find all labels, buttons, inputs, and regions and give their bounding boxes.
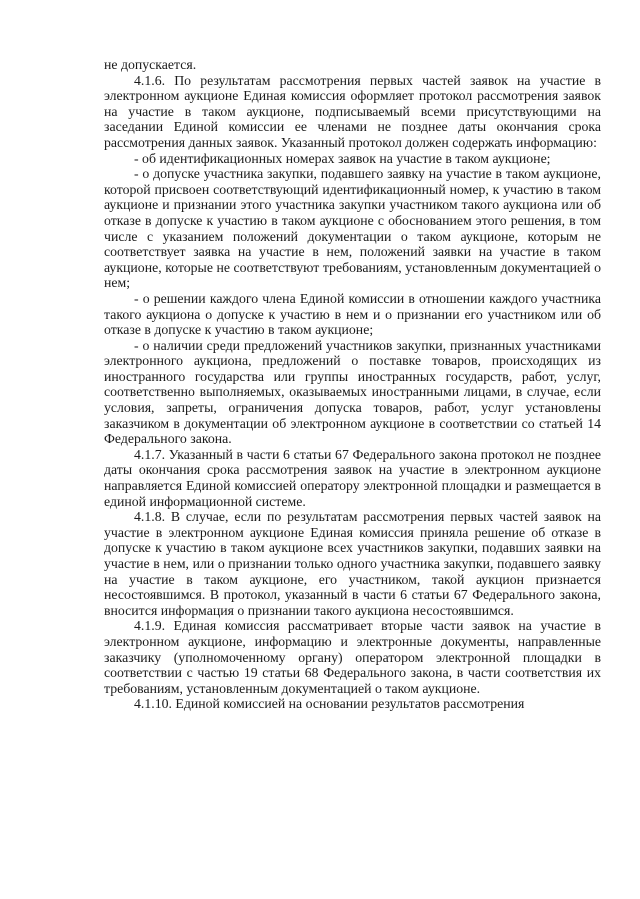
paragraph-4-1-10: 4.1.10. Единой комиссией на основании результатов рассмотрения [134,696,525,712]
paragraph-4-1-8: 4.1.8. В случае, если по результатам рассмотрения первых частей заявок на участие в электронном аукционе Единая комиссия приняла решение об отказе в допуске к участию в таком аукционе всех участников закупки, подавших заявки на участие в нем, или о признании только одного участника закупки, подавшего заявку на участие в таком аукционе, его участником, такой аукцион признается несостоявшимся. В протокол, указанный в части 6 статьи 67 Федерального закона, вносится информация о признании такого аукциона несостоявшимся. [104,509,601,618]
document-body [104,57,601,712]
paragraph-4-1-7: 4.1.7. Указанный в части 6 статьи 67 Федерального закона протокол не позднее даты окончания срока рассмотрения заявок на участие в электронном аукционе направляется Единой комиссией оператору электронной площадки и размещается в единой информационной системе. [104,446,601,509]
list-item-member-decision: - о решении каждого члена Единой комиссии в отношении каждого участника такого аукциона о допуске к участию в нем и о признании его участником или об отказе в допуске к участию в таком аукционе; [104,290,601,338]
paragraph-4-1-9: 4.1.9. Единая комиссия рассматривает вторые части заявок на участие в электронном аукционе, информацию и электронные документы, направленные заказчику (уполномоченному органу) оператором электронной площадки в соответствии с частью 19 статьи 68 Федерального закона, в части соответствия их требованиям, установленным документацией о таком аукционе. [104,618,601,696]
list-item-identification-numbers: - об идентификационных номерах заявок на участие в таком аукционе; [134,150,551,166]
list-item-foreign-goods: - о наличии среди предложений участников закупки, признанных участниками электронного аукциона, предложений о поставке товаров, происходящих из иностранного государства или группы иностранных государств, работ, услуг, соответственно выполняемых, оказываемых иностранными лицами, в случае, если условия, запреты, ограничения допуска товаров, работ, услуг установлены заказчиком в документации об электронном аукционе в соответствии со статьей 14 Федерального закона. [104,337,601,447]
paragraph-4-1-6: 4.1.6. По результатам рассмотрения первых частей заявок на участие в электронном аукционе Единая комиссия оформляет протокол рассмотрения заявок на участие в таком аукционе, подписываемый всеми присутствующими на заседании Единой комиссии ее членами не позднее даты окончания срока рассмотрения данных заявок. Указанный протокол должен содержать информацию: [104,72,601,150]
list-item-admission: - о допуске участника закупки, подавшего заявку на участие в таком аукционе, которой присвоен соответствующий идентификационный номер, к участию в таком аукционе и признании этого участника закупки участником такого аукциона или об отказе в допуске к участию в таком аукционе с обоснованием этого решения, в том числе с указанием положений документации о таком аукционе, которым не соответствует заявка на участие в нем, положений заявки на участие в таком аукционе, которые не соответствуют требованиям, установленным документацией о нем; [104,166,601,291]
paragraph-continuation: не допускается. [104,57,197,72]
